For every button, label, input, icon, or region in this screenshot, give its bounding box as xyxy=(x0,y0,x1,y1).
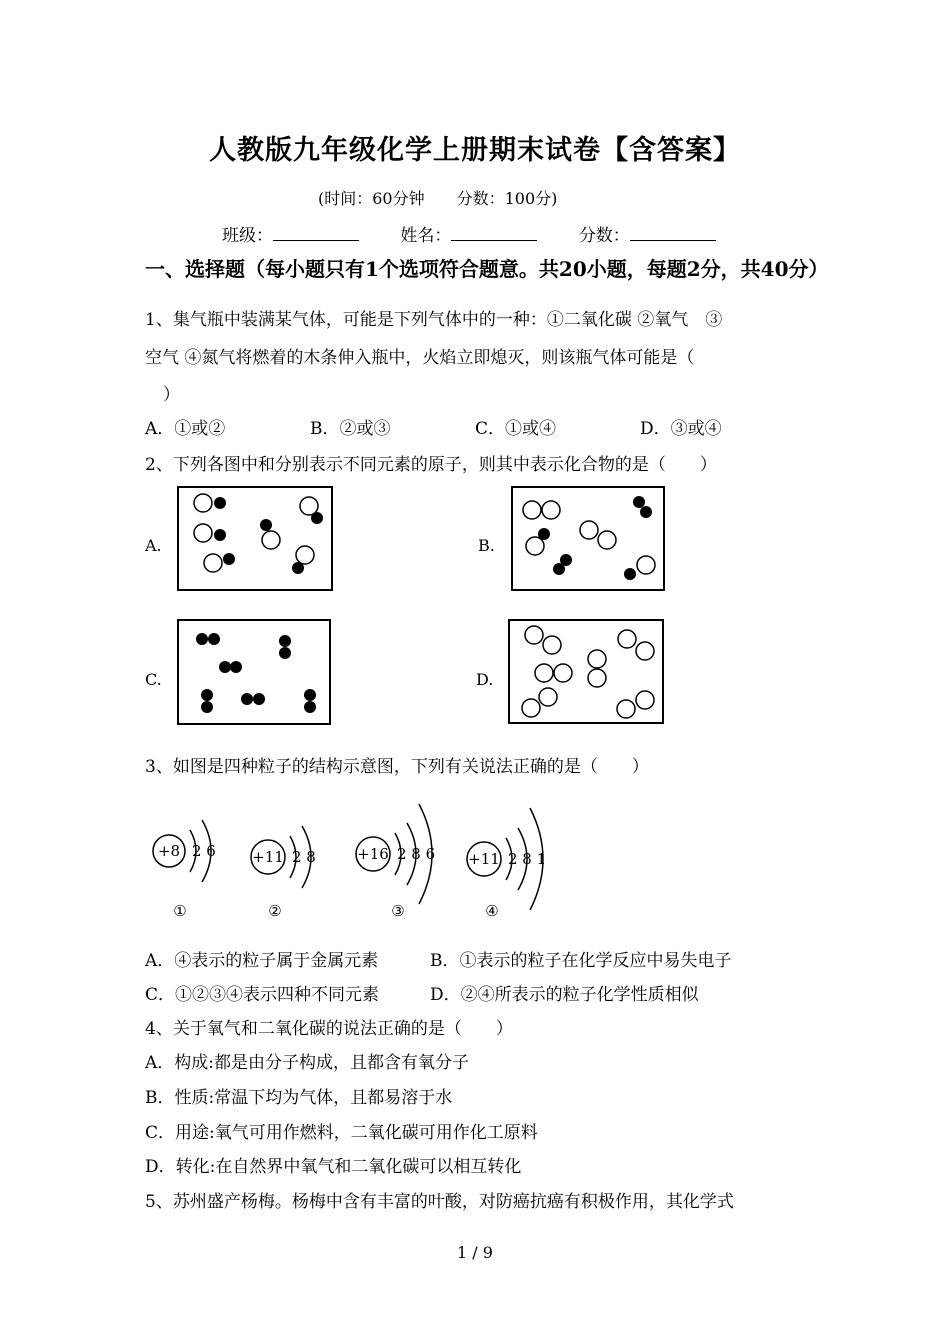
exam-meta: (时间：60分钟 分数：100分) xyxy=(318,189,558,208)
q4-option-c: C．用途:氧气可用作燃料，二氧化碳可用作化工原料 xyxy=(145,1123,538,1143)
atom3-mark: ③ xyxy=(391,902,405,920)
q2-figure-d xyxy=(508,619,664,724)
page-title: 人教版九年级化学上册期末试卷【含答案】 xyxy=(209,135,741,166)
page-number: 1 / 9 xyxy=(457,1243,493,1262)
q3-option-b: B．①表示的粒子在化学反应中易失电子 xyxy=(430,951,732,971)
name-label: 姓名： xyxy=(400,226,452,246)
score-label: 分数： xyxy=(578,226,630,246)
atom-shells-diagram xyxy=(140,790,560,925)
q1-line2: 空气 ④氮气将燃着的木条伸入瓶中，火焰立即熄灭，则该瓶气体可能是（ xyxy=(145,348,695,368)
q3-stem: 3、如图是四种粒子的结构示意图，下列有关说法正确的是（ ） xyxy=(145,757,649,777)
atom2-nucleus: +11 xyxy=(252,848,284,866)
q4-option-d: D．转化:在自然界中氧气和二氧化碳可以相互转化 xyxy=(145,1157,522,1177)
atom1-shells: 2 6 xyxy=(192,842,216,860)
molecule-diagram-b xyxy=(513,488,663,589)
q3-option-a: A．④表示的粒子属于金属元素 xyxy=(145,951,379,971)
atom4-shells: 2 8 1 xyxy=(508,850,547,868)
student-fields xyxy=(222,221,752,246)
atom-structure-figure xyxy=(140,790,560,925)
atom2-mark: ② xyxy=(268,902,282,920)
q2-label-a: A. xyxy=(145,536,162,555)
q5-stem: 5、苏州盛产杨梅。杨梅中含有丰富的叶酸，对防癌抗癌有积极作用，其化学式 xyxy=(145,1192,734,1212)
molecule-diagram-d xyxy=(510,621,662,722)
molecule-diagram-c xyxy=(179,621,329,723)
atom1-nucleus: +8 xyxy=(157,842,181,860)
q1-option-d: D．③或④ xyxy=(640,419,722,439)
q2-label-d: D. xyxy=(476,670,494,689)
class-label: 班级： xyxy=(222,226,273,246)
molecule-diagram-a xyxy=(179,488,331,589)
atom1-mark: ① xyxy=(173,902,187,920)
q1-option-c: C．①或④ xyxy=(475,419,557,439)
q1-option-a: A．①或② xyxy=(145,419,226,439)
q4-option-a: A．构成:都是由分子构成，且都含有氧分子 xyxy=(145,1053,470,1073)
section-heading: 一、选择题（每小题只有1个选项符合题意。共20小题，每题2分，共40分） xyxy=(145,257,829,281)
atom4-mark: ④ xyxy=(485,902,499,920)
q2-label-c: C. xyxy=(145,670,162,689)
q2-figure-a xyxy=(177,486,333,591)
q3-option-c: C．①②③④表示四种不同元素 xyxy=(145,985,380,1005)
class-blank xyxy=(273,222,359,241)
q1-line1: 1、集气瓶中装满某气体，可能是下列气体中的一种：①二氧化碳 ②氧气 ③ xyxy=(145,310,723,330)
q4-stem: 4、关于氧气和二氧化碳的说法正确的是（ ） xyxy=(145,1019,513,1039)
q3-option-d: D．②④所表示的粒子化学性质相似 xyxy=(430,985,699,1005)
q1-option-b: B．②或③ xyxy=(310,419,391,439)
q1-line3: ） xyxy=(163,385,180,405)
atom3-nucleus: +16 xyxy=(357,845,389,863)
name-blank xyxy=(451,222,537,241)
atom2-shells: 2 8 xyxy=(292,848,316,866)
atom3-shells: 2 8 6 xyxy=(397,845,436,863)
q4-option-b: B．性质:常温下均为气体，且都易溶于水 xyxy=(145,1088,453,1108)
q2-label-b: B. xyxy=(478,536,495,555)
atom4-nucleus: +11 xyxy=(468,850,500,868)
score-blank xyxy=(630,222,716,241)
q2-figure-b xyxy=(511,486,665,591)
q2-stem: 2、下列各图中和分别表示不同元素的原子，则其中表示化合物的是（ ） xyxy=(145,455,717,475)
q2-figure-c xyxy=(177,619,331,725)
